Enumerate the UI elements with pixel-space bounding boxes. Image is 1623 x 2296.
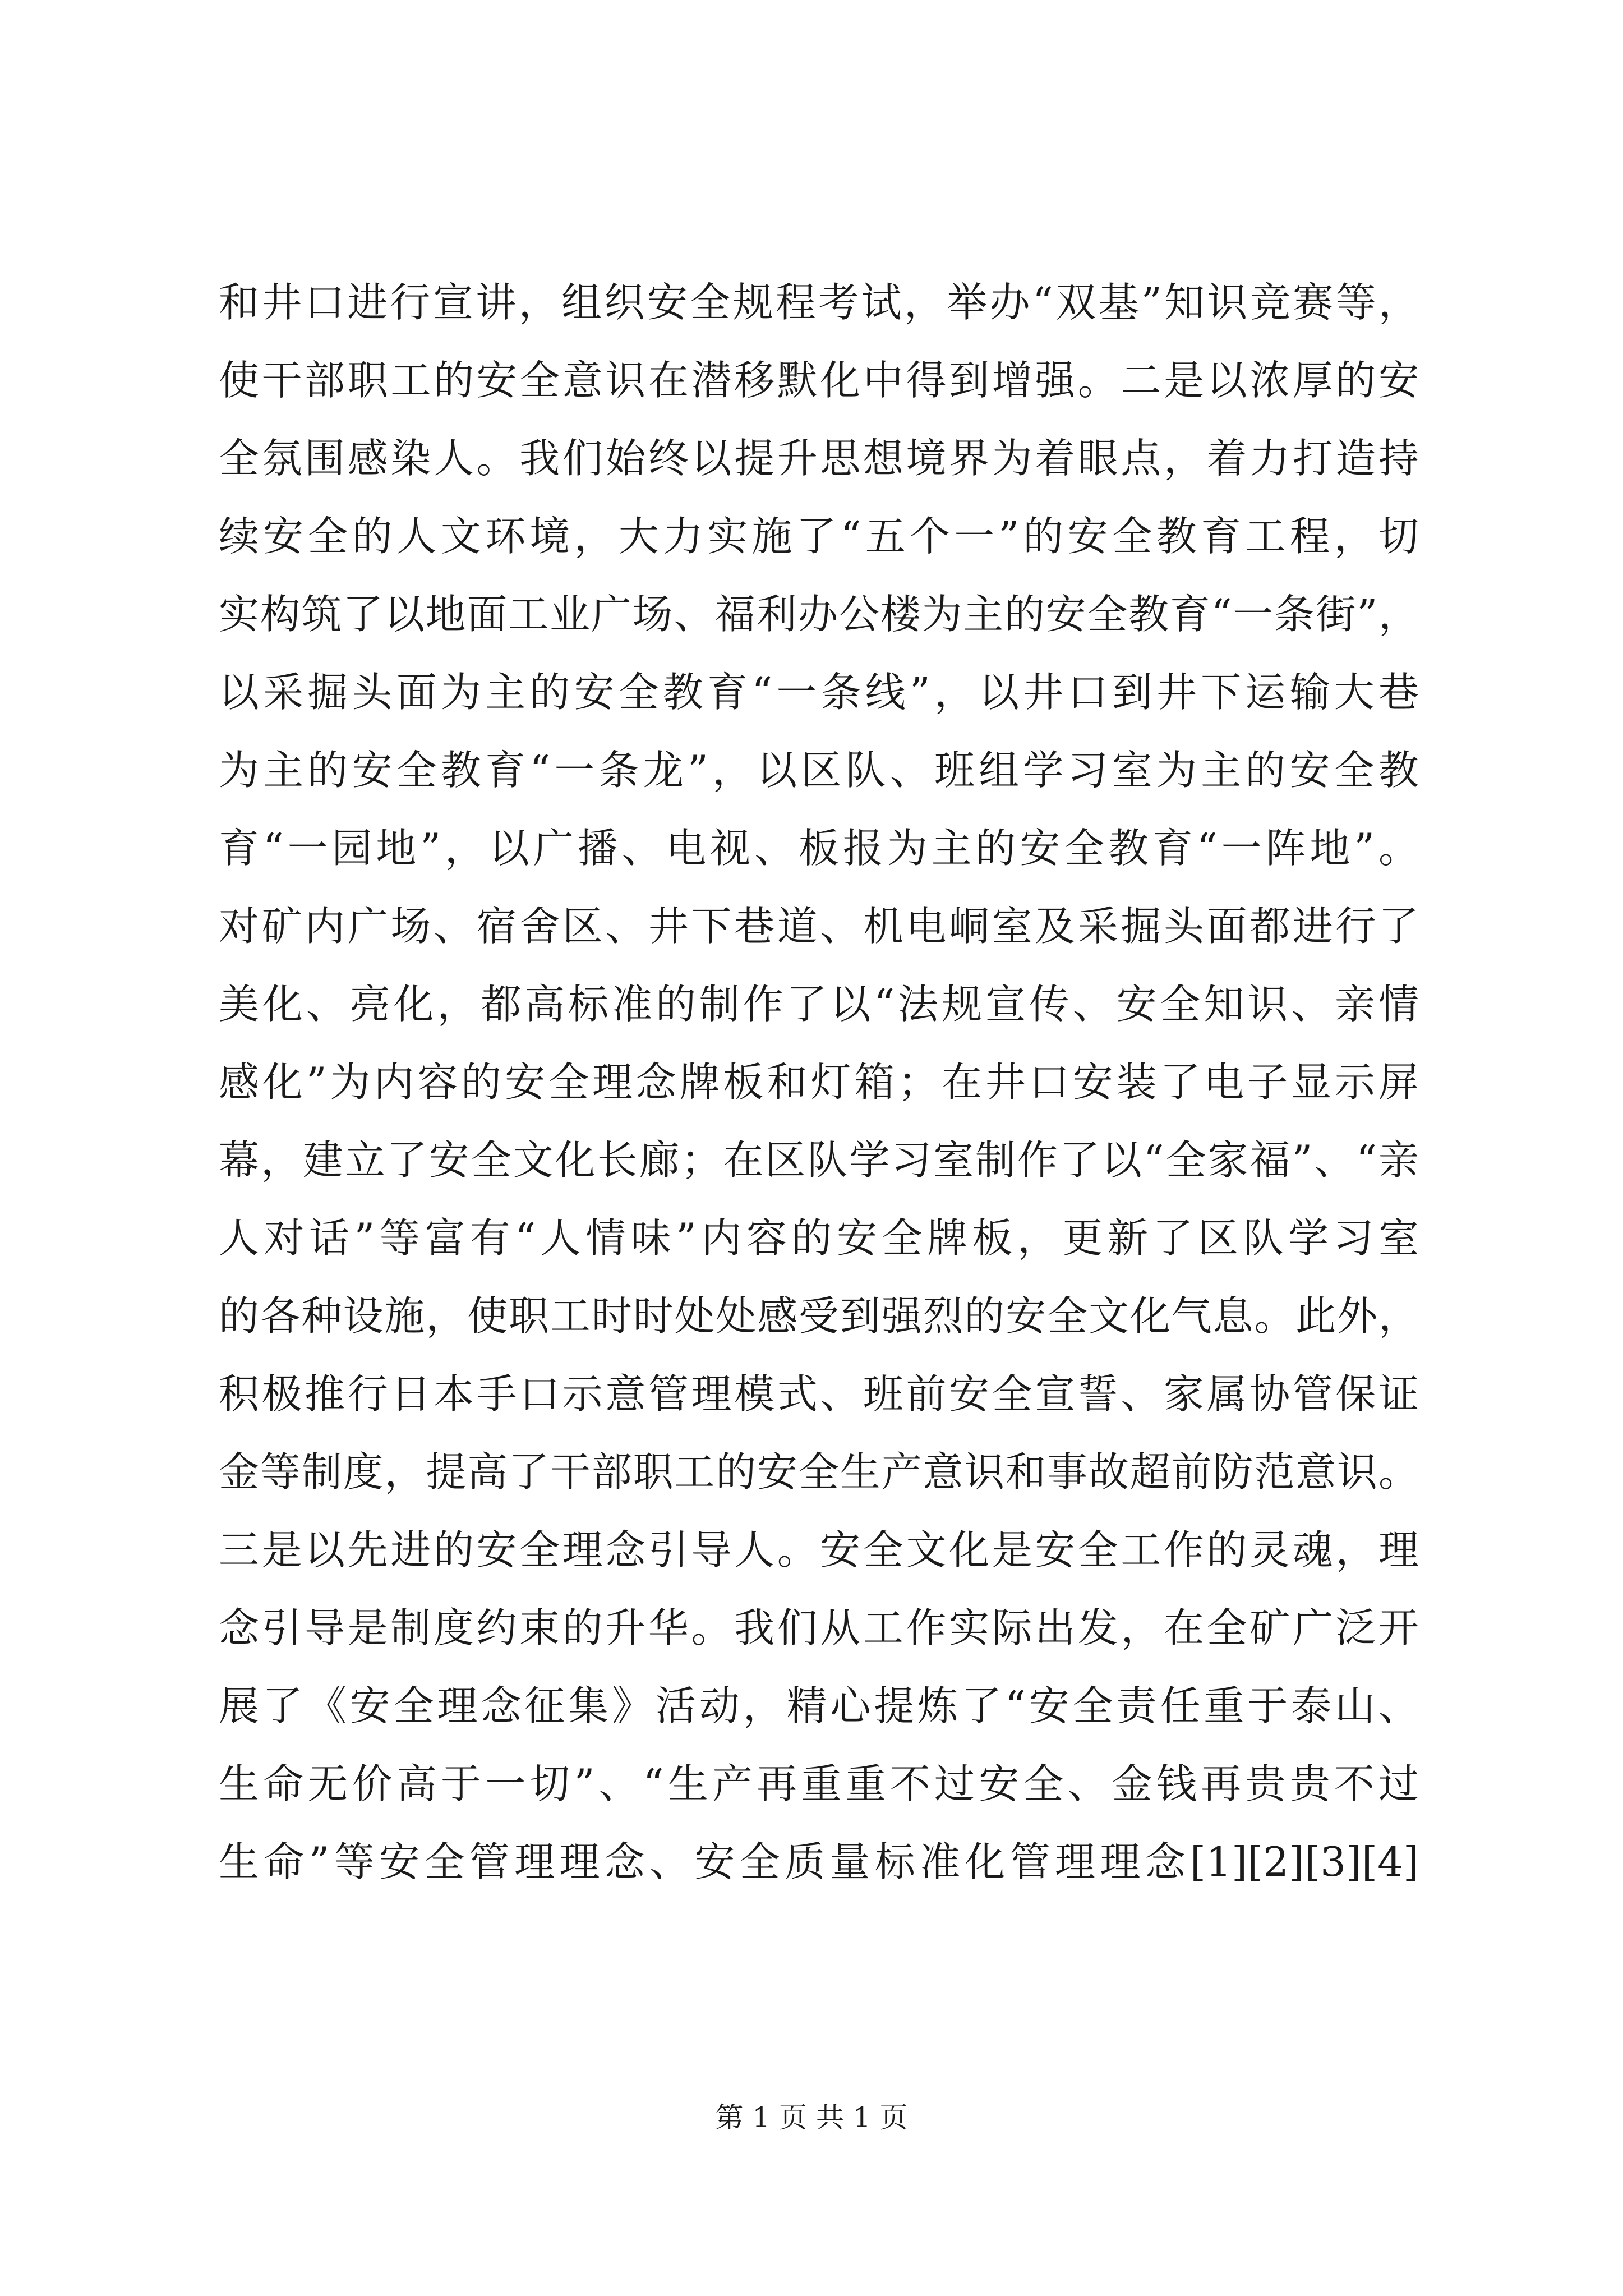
- text-line: 实构筑了以地面工业广场、福利办公楼为主的安全教育“一条街”，: [219, 591, 1419, 638]
- page-number-label: 第 1 页 共 1 页: [715, 2101, 908, 2134]
- text-line: 续安全的人文环境，大力实施了“五个一”的安全教育工程，切: [219, 513, 1419, 560]
- body-text: [219, 264, 1419, 1901]
- text-line: 和井口进行宣讲，组织安全规程考试，举办“双基”知识竞赛等，: [219, 279, 1419, 326]
- text-line: 育“一园地”，以广播、电视、板报为主的安全教育“一阵地”。: [219, 825, 1419, 872]
- text-line: 展了《安全理念征集》活动，精心提炼了“安全责任重于泰山、: [219, 1682, 1419, 1729]
- text-line: 金等制度，提高了干部职工的安全生产意识和事故超前防范意识。: [219, 1448, 1419, 1496]
- page-footer: [0, 2098, 1623, 2137]
- text-line: 对矿内广场、宿舍区、井下巷道、机电峒室及采掘头面都进行了: [219, 903, 1419, 950]
- text-line: 全氛围感染人。我们始终以提升思想境界为着眼点，着力打造持: [219, 435, 1419, 482]
- text-line: 幕，建立了安全文化长廊；在区队学习室制作了以“全家福”、“亲: [219, 1137, 1419, 1184]
- text-line: 生命无价高于一切”、“生产再重重不过安全、金钱再贵贵不过: [219, 1760, 1419, 1807]
- text-line: 为主的安全教育“一条龙”，以区队、班组学习室为主的安全教: [219, 747, 1419, 794]
- text-line: 人对话”等富有“人情味”内容的安全牌板，更新了区队学习室: [219, 1214, 1419, 1262]
- text-line: 以采掘头面为主的安全教育“一条线”，以井口到井下运输大巷: [219, 669, 1419, 716]
- text-line: 美化、亮化，都高标准的制作了以“法规宣传、安全知识、亲情: [219, 981, 1419, 1028]
- text-line: 的各种设施，使职工时时处处感受到强烈的安全文化气息。此外，: [219, 1292, 1419, 1340]
- text-line: 念引导是制度约束的升华。我们从工作实际出发，在全矿广泛开: [219, 1604, 1419, 1651]
- text-line: 生命”等安全管理理念、安全质量标准化管理理念[1][2][3][4]: [219, 1838, 1419, 1885]
- text-line: 使干部职工的安全意识在潜移默化中得到增强。二是以浓厚的安: [219, 357, 1419, 404]
- text-line: 三是以先进的安全理念引导人。安全文化是安全工作的灵魂，理: [219, 1526, 1419, 1573]
- text-line: 感化”为内容的安全理念牌板和灯箱；在井口安装了电子显示屏: [219, 1059, 1419, 1106]
- text-line: 积极推行日本手口示意管理模式、班前安全宣誓、家属协管保证: [219, 1370, 1419, 1418]
